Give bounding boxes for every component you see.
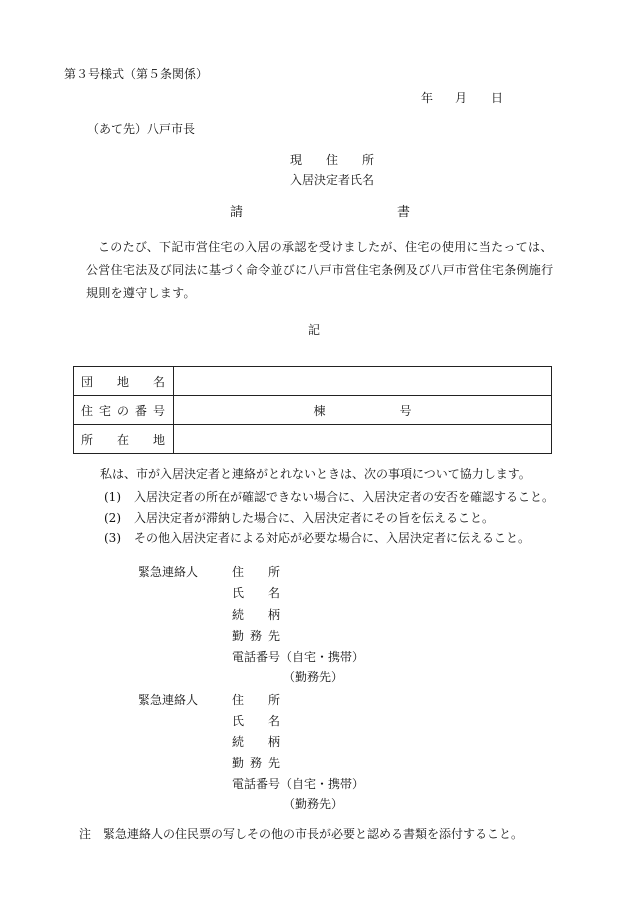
contact-name-label (232, 584, 280, 601)
cooperation-item-text: 入居決定者が滞納した場合に、入居決定者にその旨を伝えること。 (134, 511, 495, 525)
danchi-value-cell[interactable] (174, 367, 552, 396)
table-row (74, 425, 552, 454)
addressee: （あて先）八戸市長 (87, 122, 196, 136)
number-char-2: 宅 (98, 403, 111, 418)
label-char: 氏 (232, 714, 245, 728)
date-day: 日 (491, 91, 504, 105)
address-char-1: 現 (290, 153, 303, 167)
contact-workplace-label (232, 754, 280, 771)
danchi-label-cell (74, 367, 174, 396)
label-char: 勤 (232, 756, 245, 770)
location-value-cell[interactable] (174, 425, 552, 454)
address-char-2: 住 (325, 153, 338, 167)
cooperation-item-text: その他入居決定者による対応が必要な場合に、入居決定者に伝えること。 (134, 531, 531, 545)
cooperation-item-number: (3) (104, 531, 121, 545)
contact-heading: 緊急連絡人 (138, 565, 199, 579)
label-char: 先 (267, 629, 280, 643)
date-month: 月 (455, 91, 468, 105)
cooperation-item-text: 入居決定者の所在が確認できない場合に、入居決定者の安否を確認すること。 (134, 490, 555, 504)
contact-relation-label (232, 606, 280, 623)
building-label: 棟 (313, 403, 326, 418)
contact-phone-work-label: （勤務先） (283, 797, 344, 811)
label-char: 所 (267, 693, 280, 707)
location-char-3: 地 (152, 432, 165, 447)
contact-phone-work-label: （勤務先） (283, 670, 344, 684)
body-paragraph (86, 236, 556, 305)
number-label-cell (74, 396, 174, 425)
label-char: 所 (267, 565, 280, 579)
cooperation-item (104, 510, 494, 526)
contact-phone-label: 電話番号（自宅・携帯） (232, 777, 365, 791)
contact-phone-label: 電話番号（自宅・携帯） (232, 650, 365, 664)
address-char-3: 所 (361, 153, 374, 167)
label-char: 柄 (267, 608, 280, 622)
danchi-char-3: 名 (152, 374, 165, 389)
document-title (230, 205, 410, 221)
table-row (74, 396, 552, 425)
cooperation-item-number: (1) (104, 490, 121, 504)
number-value-cell[interactable] (174, 396, 552, 425)
contact-address-label (232, 563, 280, 580)
title-char-1: 請 (230, 205, 244, 220)
label-char: 住 (232, 693, 245, 707)
contact-workplace-label (232, 627, 280, 644)
cooperation-item (104, 489, 554, 505)
ki-heading: 記 (308, 323, 321, 337)
label-char: 勤 (232, 629, 245, 643)
label-char: 名 (267, 714, 280, 728)
cooperation-item-number: (2) (104, 511, 121, 525)
label-char: 先 (267, 756, 280, 770)
label-char: 氏 (232, 586, 245, 600)
footnote: 注 緊急連絡人の住民票の写しその他の市長が必要と認める書類を添付すること。 (79, 827, 524, 841)
applicant-address-label (290, 152, 374, 168)
location-char-1: 所 (81, 432, 94, 447)
danchi-char-2: 地 (116, 374, 129, 389)
number-char-1: 住 (81, 403, 94, 418)
contact-relation-label (232, 733, 280, 750)
number-char-3: の (116, 403, 129, 418)
cooperation-intro: 私は、市が入居決定者と連絡がとれないときは、次の事項について協力します。 (100, 467, 531, 481)
date-year: 年 (421, 91, 434, 105)
table-row (74, 367, 552, 396)
label-char: 務 (249, 756, 262, 770)
contact-address-label (232, 691, 280, 708)
location-char-2: 在 (116, 432, 129, 447)
number-char-5: 号 (152, 403, 165, 418)
form-number: 第３号様式（第５条関係） (64, 67, 209, 81)
cooperation-item (104, 530, 530, 546)
contact-name-label (232, 712, 280, 729)
contact-heading: 緊急連絡人 (138, 693, 199, 707)
danchi-char-1: 団 (81, 374, 94, 389)
location-label-cell (74, 425, 174, 454)
label-char: 務 (249, 629, 262, 643)
body-text: このたび、下記市営住宅の入居の承認を受けましたが、住宅の使用に当たっては、公営住宅法及び同法に基づく命令並びに八戸市営住宅条例及び八戸市営住宅条例施行規則を遵守します。 (86, 240, 554, 300)
label-char: 名 (267, 586, 280, 600)
label-char: 住 (232, 565, 245, 579)
label-char: 柄 (267, 735, 280, 749)
applicant-name-label: 入居決定者氏名 (290, 173, 375, 187)
title-char-2: 書 (396, 205, 410, 220)
number-char-4: 番 (134, 403, 147, 418)
label-char: 続 (232, 608, 245, 622)
label-char: 続 (232, 735, 245, 749)
housing-table (73, 366, 552, 454)
room-label: 号 (399, 403, 412, 418)
